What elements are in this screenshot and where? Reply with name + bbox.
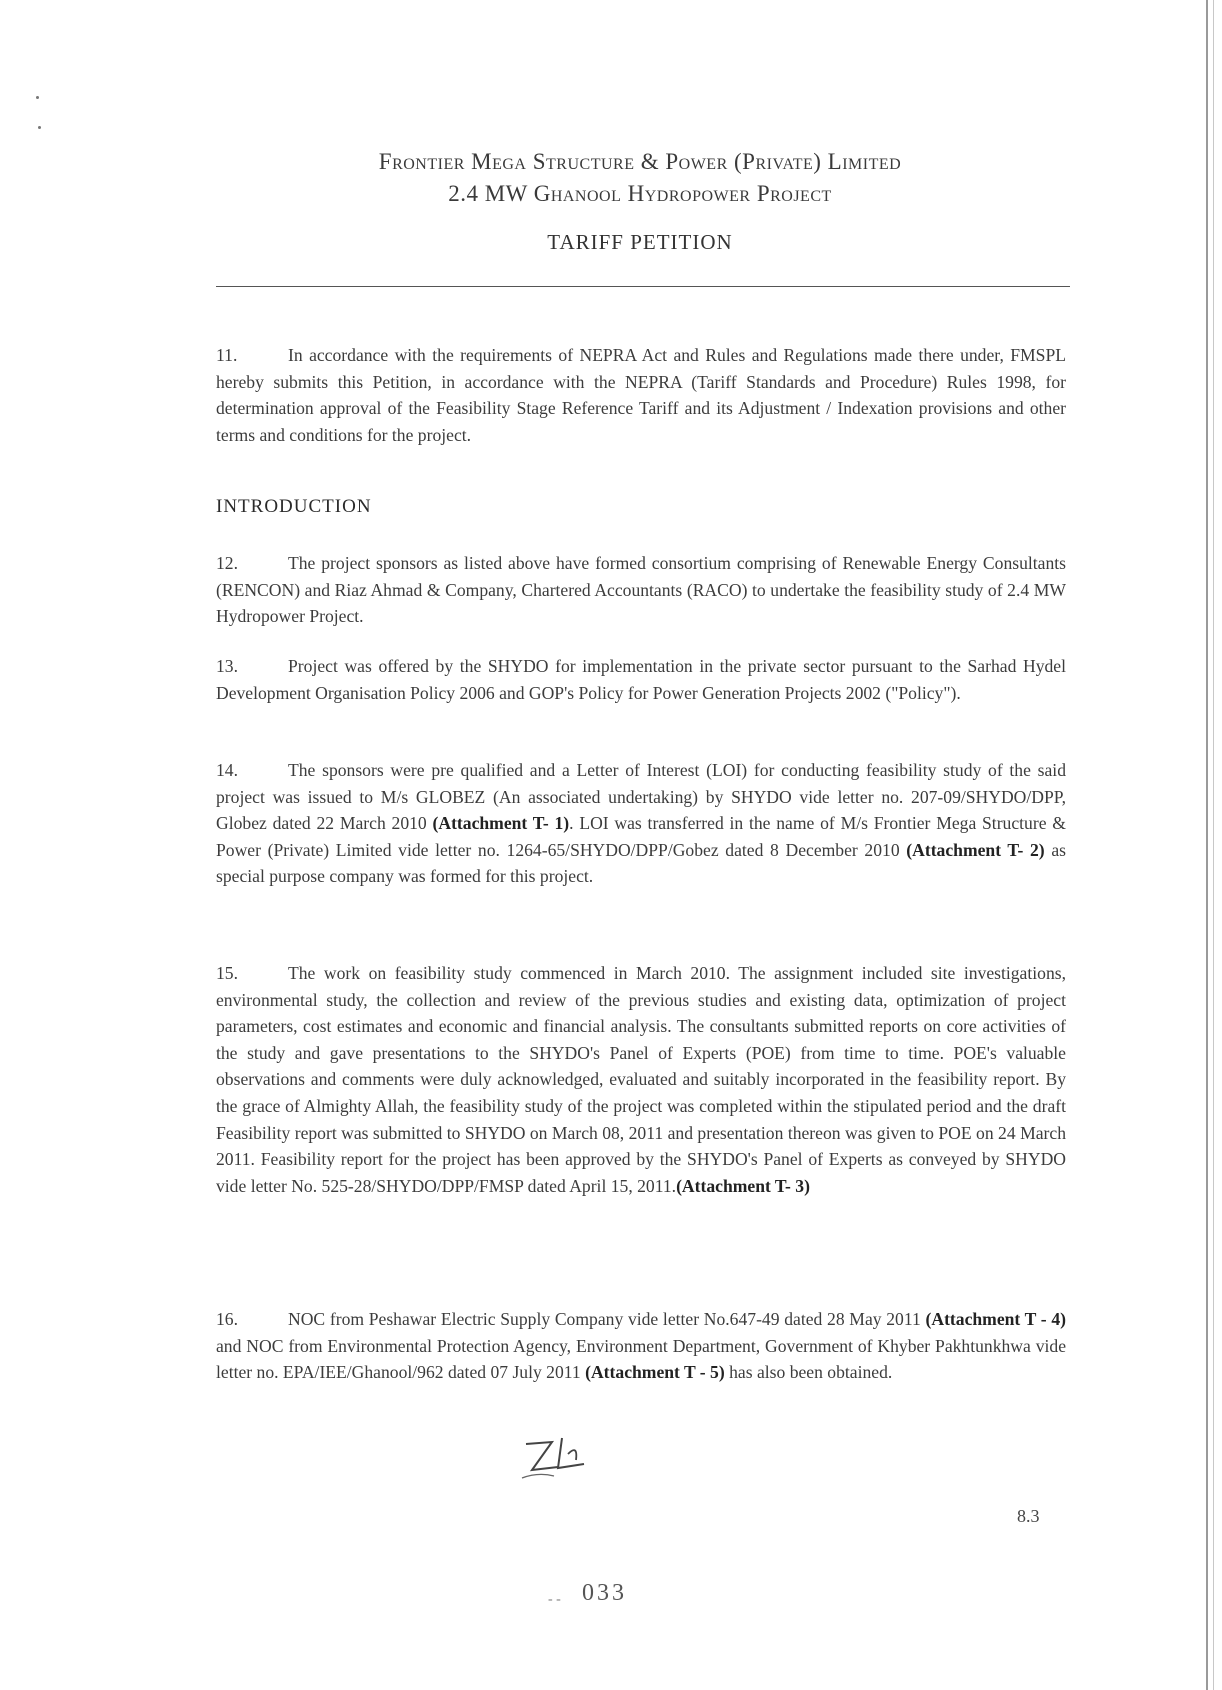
attachment-ref: (Attachment T - 5) [585,1362,725,1383]
section-heading-introduction: INTRODUCTION [216,496,372,517]
document-header [200,146,1080,210]
paragraph-13 [216,653,1066,706]
attachment-ref: (Attachment T- 2) [906,839,1045,860]
footer-dashes: - - [548,1592,561,1607]
signature-initials [518,1434,598,1484]
paragraph-text: as special purpose company was formed for this project. [216,839,1066,887]
paragraph-text: NOC from Peshawar Electric Supply Company vide letter No.647-49 dated 28 May 2011 [288,1309,926,1329]
scan-edge-line-secondary [1213,0,1214,1690]
paragraph-12 [216,550,1066,630]
paragraph-number: 14. [216,760,238,780]
paragraph-number: 12. [216,553,238,573]
paragraph-text: . LOI was transferred in the name of M/s Frontier Mega Structure & Power (Private) Limited vide letter no. 1264-65/SHYDO/DPP/Gobez dated 8 December 2010 [216,813,1066,860]
section-reference: 8.3 [1017,1506,1040,1526]
page-number: 033 [582,1580,627,1606]
paragraph-text: In accordance with the requirements of NEPRA Act and Rules and Regulations made there under, FMSPL hereby submits this Petition, in accordance with the NEPRA (Tariff Standards and Procedure) Rules 1998, for determination approval of the Feasibility Stage Reference Tariff and its Adjustment / Indexation provisions and other terms and conditions for the project. [216,345,1066,445]
paragraph-16 [216,1306,1066,1386]
document-title: TARIFF PETITION [547,230,733,254]
paragraph-11 [216,342,1066,448]
paragraph-text: and NOC from Environmental Protection Agency, Environment Department, Government of Khyber Pakhtunkhwa vide letter no. EPA/IEE/Ghanool/962 dated 07 July 2011 [216,1335,1066,1383]
paragraph-number: 16. [216,1309,238,1329]
paragraph-text: The work on feasibility study commenced in March 2010. The assignment included site investigations, environmental study, the collection and review of the previous studies and existing data, optimization of project parameters, cost estimates and economic and financial analysis. The consultants submitted reports on core activities of the study and gave presentations to the SHYDO's Panel of Experts (POE) from time to time. POE's valuable observations and comments were duly acknowledged, evaluated and suitably incorporated in the feasibility report. By the grace of Almighty Allah, the feasibility study of the project was completed within the stipulated period and the draft Feasibility report was submitted to SHYDO on March 08, 2011 and presentation thereon was given to POE on 24 March 2011. Feasibility report for the project has been approved by the SHYDO's Panel of Experts as conveyed by SHYDO vide letter No. 525-28/SHYDO/DPP/FMSP dated April 15, 2011. [216,963,1066,1196]
paragraph-15 [216,960,1066,1199]
scan-edge-line [1206,0,1208,1690]
paragraph-text: Project was offered by the SHYDO for implementation in the private sector pursuant to the Sarhad Hydel Development Organisation Policy 2006 and GOP's Policy for Power Generation Projects 2002 ("Policy"). [216,656,1066,703]
attachment-ref: (Attachment T- 3) [676,1175,810,1196]
paragraph-text: The project sponsors as listed above have formed consortium comprising of Renewable Energy Consultants (RENCON) and Riaz Ahmad & Company, Chartered Accountants (RACO) to undertake the feasibility study of 2.4 MW Hydropower Project. [216,553,1066,627]
scan-speck [36,96,39,99]
paragraph-text: The sponsors were pre qualified and a Letter of Interest (LOI) for conducting feasibility study of the said project was issued to M/s GLOBEZ (An associated undertaking) by SHYDO vide letter no. 207-09/SHYDO/DPP, Globez dated 22 March 2010 [216,760,1066,834]
paragraph-number: 15. [216,963,238,983]
header-divider [216,286,1070,287]
attachment-ref: (Attachment T- 1) [432,813,570,834]
attachment-ref: (Attachment T - 4) [925,1309,1066,1329]
paragraph-number: 11. [216,345,238,365]
paragraph-text: has also been obtained. [724,1362,893,1383]
paragraph-14 [216,757,1066,890]
scan-speck [38,126,41,129]
paragraph-number: 13. [216,656,238,676]
project-name: 2.4 MW Ghanool Hydropower Project [448,181,832,206]
company-name: Frontier Mega Structure & Power (Private) Limited [378,149,902,174]
